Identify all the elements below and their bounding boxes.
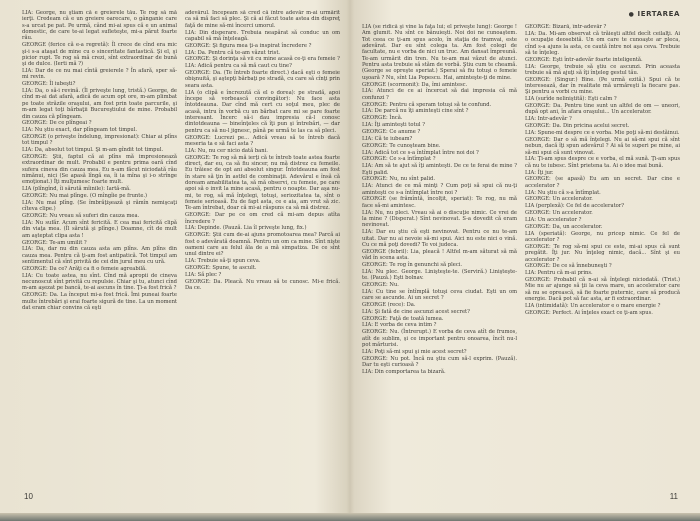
dialogue-line: LIA: Din comportarea ta bizară. [362,368,446,375]
dialogue-line: GEORGE: Eşti într-adevăr foarte inteligentă. [525,56,643,63]
dialogue-line: GEORGE: Faţă de toată lumea. [362,315,444,322]
dialogue-line: GEORGE: Un accelerator. [525,210,593,217]
dialogue-line: GEORGE: Îl iubeşti? [22,81,76,88]
dialogue-line: GEORGE (scormonit): Da, îmi amintesc. [362,81,468,88]
dialogue-line: LIA: Şi fată de cine ascunzi acest secret? [362,308,470,315]
dialogue-line: GEORGE: Da, un accelerator. [525,223,603,230]
dialogue-line: LIA: Nu ştiu că s-a întîmplat. [525,189,601,196]
dialogue-line: GEORGE: Perfect. Ai înţeles exact ce ţi-am spus. [525,309,653,316]
dialogue-line: LIA: Spune-mi despre ce e vorba. Mie poţi să-mi destăinui. [525,130,680,136]
dialogue-line: LIA: Depinde. (Pauză. Lia îl priveşte lung, fix.) [185,225,307,232]
dialogue-line: LIA: Dar de ce nu mai cîntă greierele ? În afară, sper să-mi revin. [22,68,177,81]
dialogue-line: GEORGE: Da. (Te întreb foarte direct.) dacă eşti o femeie obişnuită, şi aştepţi bărbaţi pe stradă, cu care să cînţi prin seara asta. [185,70,340,89]
dialogue-line: GEORGE: Ştii cum de-ai ajuns promotoarea mea? Parcă ai fost o adevărată doamnă. Pentru un om ca mine. Sînt nişte oameni care au felul ăla de a mă simpatiza. De ce sînt unul dintre ei? [185,232,340,258]
dialogue-line: GEORGE: Da. Pentru tine sunt un altfel de om — uneori, după opt ani, în afara oraşului... Un accelerator. [525,103,680,116]
dialogue-line: LIA: Îţi jur. [525,169,554,176]
right-page [362,10,680,501]
dialogue-line: GEORGE: Da. Din pricina acelui secret. [525,123,630,130]
dialogue-line: LIA: Poţi să-mi spui şi mie acest secret? [362,348,467,355]
dialogue-line: GEORGE: Spune, te ascult. [185,264,257,271]
dialogue-line: LIA: Da. Pentru că te-am văzut trist. [185,49,281,56]
dialogue-line: LIA (o clipă e încrezută că el o dorea): pe stradă, apoi începe să vorbească convingător): Nu face asta întotdeauna. Dar cînd mă cert cu soţul meu, plec de acasă, intru în vorbă cu un bărbat care mi se pare foarte interesant. Încerc să-i dau impresia că-l conosc dintotdeauna — bineînţeles că îţi pun şi întrebări, — dar pentru ca să nu-l jignesc, până pe urmă te las ca să pleci. [185,89,340,134]
left-page-column-2 [185,10,340,485]
dialogue-line: GEORGE: Nu mai plînge. (O mîngîie pe frunte.) [22,193,148,200]
dialogue-line: GEORGE: De ce să înnebuneşti ? [525,263,612,270]
dialogue-line: GEORGE: Nu, nu sînt palid. [362,176,436,183]
dialogue-line: LIA: Atunci de ce ai încercat să dai impresia că mă confunzi ? [362,88,517,101]
running-header [629,10,680,18]
dialogue-line: GEORGE: Nu pot. Încă nu ştiu cum să-l exprim. (Pauză). Dar tu eşti curioasă ? [362,355,517,369]
left-page-column-1 [22,10,177,485]
running-header-title: IERTAREA [637,10,680,18]
dialogue-line: LIA (speriată): George, nu pricep nimic. Ce fel de accelerator ? [525,230,680,243]
dialogue-line: GEORGE: Nu. [362,281,399,288]
dialogue-line: GEORGE: Un accelerator. [525,196,593,203]
dialogue-line: LIA: Pentru că m-ai prins. [525,270,593,277]
dialogue-line: GEORGE: Dar pe ce om cred că mi-am depus atîta încredere ? [185,212,340,225]
dialogue-line: LIA: Da, absolut tot timpul. Şi m-am gîndit tot timpul. [22,147,164,154]
dialogue-line: GEORGE: Şi figura mea ţi-a inspirat încredere ? [185,42,312,49]
dialogue-line: LIA: Da, o să-i revină. (Îl priveşte lung, tristă.) George, de cînd m-ai dat afară, adică de acum opt ore, m-am plimbat pe toate străzile oraşului, am fost prin toate parcurile, şi m-am legat toţi bărbaţii Bucureştiului de mine. Probabil din cauza că plîngeam. [22,88,177,120]
dialogue-line: GEORGE: Nu. (Întrerupt.) E vorba de ceva atît de frumos, atît de sublim, şi ce important pentru onoarea, încît nu-l pot mărturisi. [362,329,517,348]
dialogue-line: GEORGE (o priveşte îndelung, impresionat): Chiar ai plîns tot timpul ? [22,134,177,147]
dialogue-line: GEORGE: Dar o să mă înţelegi. Nu ai să-mi spui că sînt nebun, dacă îţi spun adevărul ? Ai să te superi pe mine, ai să-mi spui că sunt vinovat. [525,136,680,156]
dialogue-line: GEORGE: Te rog să-mi spui ce este, mi-ai spus că sunt pregătit. Îţi jur. Nu înţeleg nimic, dacă... Sînt şi eu accelerator ? [525,243,680,263]
dialogue-line: GEORGE: Şi dorinţa să vii cu mine acasă ce-ţi era femeie ? [185,56,340,63]
dialogue-line: GEORGE: (Singur.) Bine. (Pe urmă ezită.) Spui că te interesează, dar în realitate mă urmăreşti la fiecare pas. Şi pentru a vorbi cu mine. [525,76,680,96]
left-page [22,10,340,501]
dialogue-line: GEORGE: Bizară, într-adevăr ? [525,24,607,30]
dialogue-line: adevărul. Începeam să cred că între adevăr m-ai urmărit ca să mă faci să plec. Şi că ai făcut toate astea din dispreţ faţă de mine să-mi încerci umorul. [185,10,340,29]
page-number-left: 10 [24,492,33,501]
dialogue-line: GEORGE: Probabil că n-ai să înţelegi niciodată. (Trist.) Mie nu ar ajunge să ţii la ceva mare, un accelerator care să nu se oprească, să fie foarte puternic, care să producă energie. Dacă pot să fac asta, ar fi extraordinar. [525,277,680,303]
dialogue-line: LIA (perplexă): Ce fel de accelerator? [525,203,625,210]
dialogue-line: GEORGE: Te cunoşteam bine. [362,142,441,149]
dialogue-line: GEORGE: Lucrezi pe... Adică vreau să te întreb dacă meseria ta e să faci asta ? [185,134,340,147]
dialogue-line: LIA: Că te iubeam? [362,135,413,142]
dialogue-line: LIA: Adică tot ce s-a întîmplat între noi doi ? [362,149,479,156]
dialogue-line: LIA: Nu mai plîng. (Se îmbrăţişează şi rămîn nemişcaţi cîteva clipe.) [22,199,177,213]
right-page-column-2 [525,24,680,485]
page-number-right: 11 [669,492,678,501]
dialogue-line: GEORGE (se frămîntă, încolţit, speriat): Te rog, nu mă face să-mi amintesc. [362,196,517,209]
dialogue-line: GEORGE: Da. La început mi-a fost frică. Îmi puneai foarte multe întrebări şi erai foarte sigură de tine. La un moment dat eram chiar convins că eşti [22,292,177,311]
dialogue-line: LIA: Nu, nu pleci. Vreau să ai o discuţie nimic. Ce vrei de la mine ? (Disperat.) Sînt nevinovat. S-a dovedit că eram nevinovat. [362,209,517,229]
dialogue-line: LIA: Să plec ? [185,271,222,278]
dialogue-line: LIA: Dar eu ştiu că eşti nevinovat. Pentru ce nu te-am uitat. Dar nu ai nevoie să-mi spui. Aici nu este nici o vină. Cu ce mă poţi dovedi? Te voi judeca. [362,229,517,248]
dialogue-line: GEORGE: Ştii, faptul că ai plîns mă impresionează extraordinar de mult. Probabil e pentru prima oară cînd sufera cineva din cauza mea. Eu n-am făcut niciodată rău nimănui, nici (Se apasă lîngă ea, îi ia mîna şi i-o strînge emoţionat.) Îţi mulţumesc foarte mult. [22,154,177,186]
dialogue-line: LIA: Intr-adevăr ? [525,116,572,123]
dialogue-line: LIA (plîngînd, îi sărută mîinile): Iartă-mă. [22,186,131,193]
dialogue-line: LIA (intimidată): Un accelerator e o mare energie ? [525,302,661,309]
dialogue-line: LIA: Da, dar nu din cauza asta am plîns. Am plîns din cauza mea. Pentru că ţi-am fost antipatică. Tot timpul am sentimentul că sînt privită de cei din jurul meu cu ură. [22,246,177,266]
dialogue-line: LIA (se ridică şi vine la faţa lui; el priveşte lung): George ! Am glumit. Nu sînt ce bănuieşti. Noi doi ne cunoaştem. Tot ceea ce ţi-am spus acolo, în staţia de tramvai, este adevărat. Dar eu sînt colega ta. Am fost colegi de facultate, nu e vorba de nici un truc. Am dansat împreună. Te-am urmărit din tren. Nu te-am mai văzut de atunci. Pentru asta trebuie să stăm de vorbă. Ştiu cum te cheamă. (George se opreşte speriat.) Sperai să fiu totuşi o femeie uşoară ? Nu, sînt Lia Popescu. Hai, aminteşte-ţi de mine. [362,24,517,81]
dialogue-line: LIA: De parcă nu îţi aminteşti cine sînt ? [362,108,469,115]
dialogue-line: GEORGE: Pentru că speram totuşi să te confund. [362,101,492,108]
dialogue-line: LIA: Nu, nu cer nicio dată bani. [185,147,268,154]
dialogue-line: LIA: Da. Mi-am observat că trăieşti altfel decît ceilalţi. Ai o ocupaţie deosebită. Un om care te cunoaşte ar pleca, cînd s-a ajuns la asta, ce caută între noi aşa ceva. Trebuie să te înţeleg. [525,30,680,56]
dialogue-line: LIA: Nu plec. George. Linişteşte-te. (Serviră.) Linişteşte-te. (Pauză.) Eşti bolnav. [362,268,517,282]
dialogue-line: LIA: Din disperare. Trebuia neapărat să conduc un om capabil să mă înţeleagă. [185,29,340,42]
dialogue-line: LIA: Atunci de ce mă minţi ? Cum poţi să spui că nu-ţi aminteşti ce s-a întîmplat între noi ? [362,183,517,196]
dialogue-line: LIA: George, trebuie să ştiu ce ascunzi. Prin aceasta trebuie să mă ajuţi să îţi înţeleg gestul tău. [525,63,680,76]
dialogue-line: LIA: Trebuie să-ţi spun ceva. [185,258,261,265]
dialogue-line: GEORGE: Da. Pleacă. Nu vreau să te cunosc. Mi-e frică. Da ce. [185,278,340,291]
dialogue-line: GEORGE: Te-am umilit ? [22,239,87,246]
dialogue-line: GEORGE: Ce anume ? [362,129,421,135]
dialogue-line: GEORGE: Te rog în genunchi să pleci. [362,261,463,268]
dialogue-line: GEORGE: Te rog să mă ierţi că te întreb toate astea foarte direct, dar eu, ca să fiu sincer, nu mă distrez cu femeile. Eu trăiesc de opt ani absolut singur. Întotdeauna am fost în stare să ţin în astfel de combinaţii. Adevărul e însă că doream amabilitatea ta, să mă observi, cu femeie, pe care apoi să o invit la mine acasă, pentru o noapte. Dar aşa nu-mi, te rog, să mă înţelegi, totuşi, seriozitatea ta, sînt o femeie serioasă. Eu de fapt asta, ce e aia, am vrut să zic. Te-am întrebat, doar că mi-ai răspuns ca să mă distrez. [185,154,340,212]
table-edge [0,513,700,521]
dialogue-line: GEORGE: Încă. [362,115,403,122]
dialogue-line: LIA: George, nu ştiam că e greierele tău. Te rog să mă ierţi. Credeam că e un greiere oarecare, o gânganie care s-a urcat pe pat. Pe urmă, când mi-ai spus că e un animal domestic, de care te-ai legat sufleteşte, mi-a părut foarte rău. [22,10,177,42]
dialogue-line: GEORGE: Ce s-a întîmplat ? [362,156,436,163]
dialogue-line: GEORGE: De ce plîngeai ? [22,120,92,127]
dialogue-line: LIA: Îţi aminteşti totul ? [362,122,426,129]
dialogue-line: LIA: Nu sufăr. Acum sînt fericită. E cea mai fericită clipă din viaţa mea. (Îl sărută şi plînge.) Doamne, cît de mult am aşteptat clipa asta ! [22,220,177,239]
dialogue-line: GEORGE (rece): Da. [362,301,416,308]
dialogue-line: LIA: Un accelerator ? [525,216,582,223]
dialogue-line: GEORGE (ferice că e-a regretă): Îl crece de cînd era mic şi-i s-a ataşat de mine cu o sinceritate fantastică. Şi el, şi picior rupt. Te rog să mă crezi, sînt extraordinar de bună şi de dulce. (Ierti mă ?) [22,42,177,68]
dialogue-line: GEORGE: Nu vreau să suferi din cauza mea. [22,213,140,220]
dialogue-line: LIA: Cu tine se întîmplă totuşi ceva ciudat. Eşti un om care se ascunde. Ai un secret ? [362,288,517,302]
dialogue-line: LIA: Cu toate astea, nu sînt. Cînd mă apropii de cineva necunoscut sînt privită cu repulsie. Chiar şi tu, atunci cînd m-am aşezat pe bancă, te-ai ascuns în tine. Ţi-a fost frică ? [22,272,177,292]
dialogue-line: LIA: E vorba de ceva intim ? [362,322,437,329]
dialogue-line: LIA: Adică pentru ca să mă caut cu tine? [185,63,292,70]
dialogue-line: LIA (surîde neliniştită): Eşti calm ? [525,96,617,103]
dialogue-line: GEORGE: (se apasă) Eu am un secret. Dar cine e accelerator ? [525,176,680,189]
dialogue-line: GEORGE: Da ce? Arăţi ca fi o femeie agreabilă. [22,265,147,272]
dialogue-line: LIA: Nu ştiu exact, dar plîngeam tot timpul. [22,127,138,134]
bullet-icon: ● [628,11,635,18]
right-page-column-1 [362,24,517,485]
dialogue-line: GEORGE (febril): Lia, pleacă ! Altfel m-am săturat să mă văd în scena asta. [362,248,517,262]
dialogue-line: LIA: Ţi-am spus despre ce e vorba, el mă sună. Ţi-am spus că nu te iubesc. Sînt prietena ta. Ai o idee mai bună. [525,156,680,169]
dialogue-line: LIA: Am să te ajut să îţi aminteşti. De ce te ferai de mine ? Eşti palid. [362,163,517,176]
